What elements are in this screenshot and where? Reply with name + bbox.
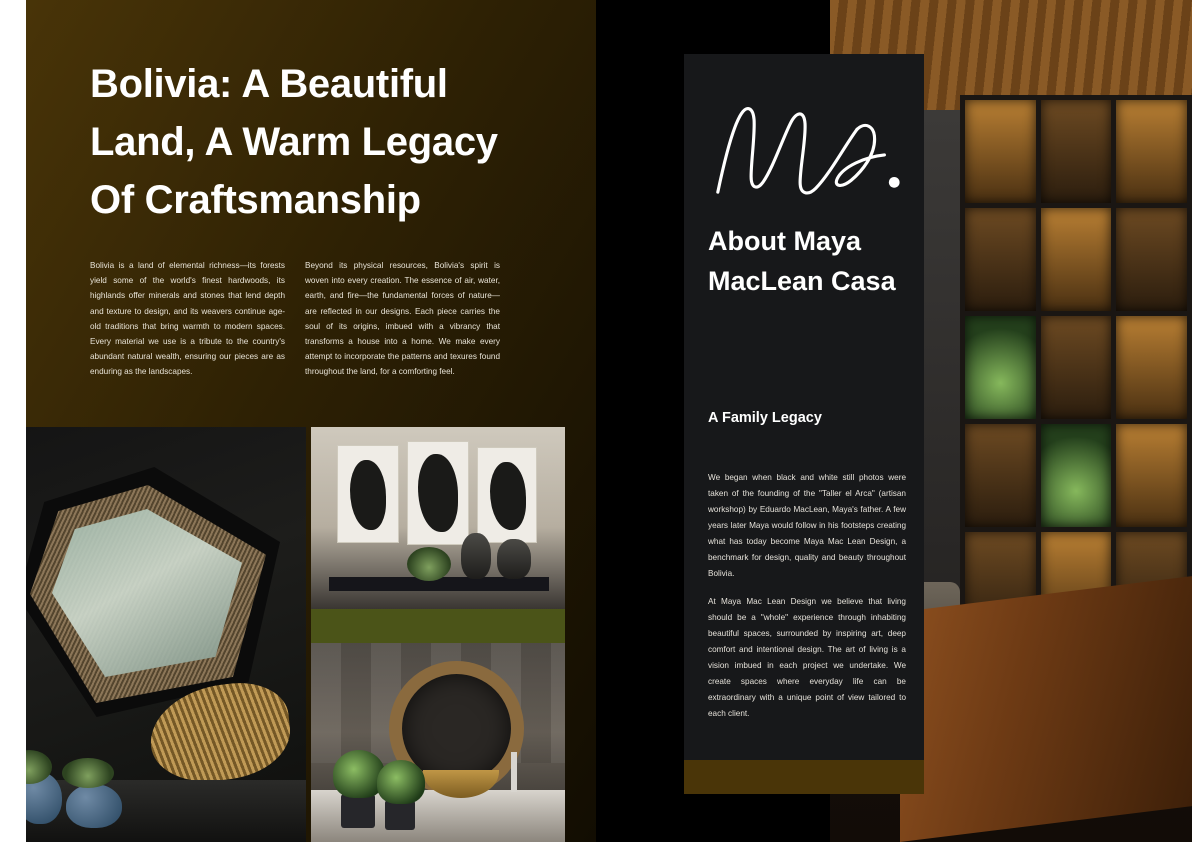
about-title: About Maya MacLean Casa xyxy=(708,226,896,296)
round-mirror-bathroom-photo xyxy=(311,643,565,842)
page-title: Bolivia: A Beautiful Land, A Warm Legacy Of Craftsmanship xyxy=(90,62,498,222)
faucet-shape xyxy=(511,752,517,792)
shelf-cell-plant xyxy=(965,316,1036,419)
vase-shape-1 xyxy=(461,533,491,579)
shelf-cell xyxy=(965,100,1036,203)
photo-surface xyxy=(311,427,565,609)
faceted-mirror-console-photo xyxy=(0,427,306,842)
shelf-cell xyxy=(1116,208,1187,311)
plant-shape-2 xyxy=(377,760,425,804)
abstract-art-console-photo xyxy=(311,427,565,609)
about-paragraph-1: We began when black and white still photos were taken of the founding of the "Taller el Arca" (artisan workshop) by Eduardo MacLean, Maya's father. A few years later Maya would follow in his footsteps creating what has today become Maya Mac Lean Design, a benchmark for design, quality and beauty throughout Bolivia. xyxy=(708,473,906,578)
art-blob-1 xyxy=(350,460,386,530)
art-panel-3 xyxy=(477,447,537,543)
live-edge-table-shape xyxy=(900,576,1192,842)
shelf-cell xyxy=(965,424,1036,527)
about-subtitle: A Family Legacy xyxy=(708,410,822,426)
art-panel-1 xyxy=(337,445,399,543)
shelf-cell xyxy=(1041,100,1112,203)
shelf-cell xyxy=(1116,100,1187,203)
plant-shape-2 xyxy=(62,758,114,788)
about-paragraph-2: At Maya Mac Lean Design we believe that living should be a "whole" experience through inhabiting beautiful spaces, surrounded by inspiring art, deep comfort and intentional design. The art of living is a vision imbued in each project we undertake. We create spaces where everyday life can be extraordinary with a unique point of view tailored to each client. xyxy=(708,596,906,718)
shelf-cell xyxy=(1116,424,1187,527)
olive-divider-bar xyxy=(311,609,565,643)
plant-shape xyxy=(407,547,451,581)
shelf-cell-plant xyxy=(1041,424,1112,527)
shelving-unit-shape xyxy=(960,95,1192,640)
maya-monogram-m-icon xyxy=(708,95,904,205)
planter-shape-1 xyxy=(341,794,375,828)
shelf-cell xyxy=(965,208,1036,311)
art-panel-2 xyxy=(407,441,469,545)
intro-paragraph-1: Bolivia is a land of elemental richness—its forests yield some of the world's finest hardwoods, its highlands offer minerals and stones that lend depth and texture to design, and its weavers continue age-old traditions that bring warmth to modern spaces. Every material we use is a tribute to the country's abundant natural wealth, ensuring our pieces are as enduring as the landscapes. xyxy=(90,261,285,377)
right-page xyxy=(596,0,1192,842)
shelf-cell xyxy=(1116,316,1187,419)
photo-surface xyxy=(311,643,565,842)
vase-shape-2 xyxy=(497,539,531,579)
shelf-cell xyxy=(1041,208,1112,311)
intro-columns xyxy=(90,258,500,379)
planter-shape-2 xyxy=(385,800,415,830)
art-blob-2 xyxy=(418,454,458,532)
photo-surface xyxy=(0,427,306,842)
shelf-cell xyxy=(1041,316,1112,419)
left-page-margin xyxy=(0,0,26,842)
about-card-footer-bar xyxy=(684,760,924,794)
intro-paragraph-2: Beyond its physical resources, Bolivia's spirit is woven into every creation. The essence of air, water, earth, and fire—the fundamental forces of nature—are reflected in our designs. Each piece carries the soul of its origins, imbued with a vibrancy that transforms a house into a home. We make every attempt to incorporate the patterns and texures found throughout the land, for a comforting feel. xyxy=(305,261,500,377)
about-body xyxy=(708,470,906,734)
vase-shape-2 xyxy=(66,784,122,828)
art-blob-3 xyxy=(490,462,526,530)
